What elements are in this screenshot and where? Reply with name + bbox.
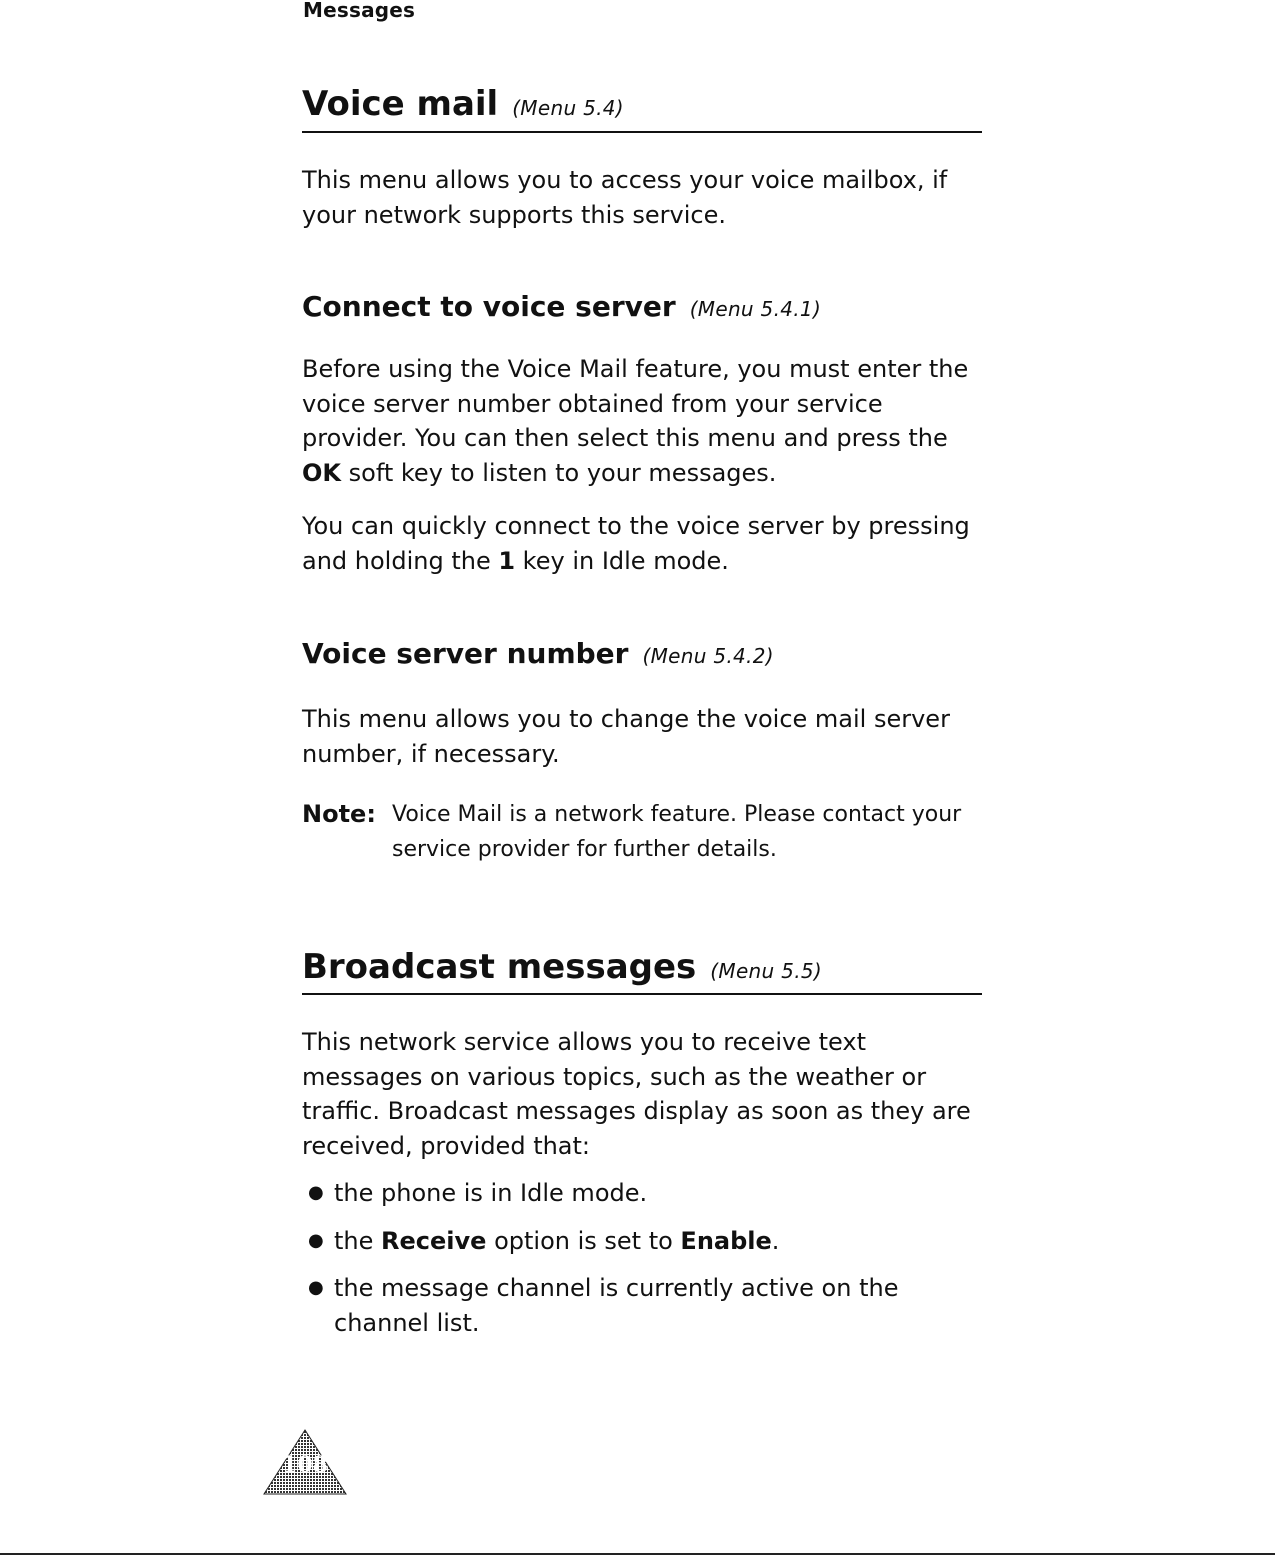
menu-reference: (Menu 5.4.2) (642, 644, 774, 668)
text-run: the phone is in Idle mode. (334, 1179, 648, 1207)
menu-reference: (Menu 5.4) (512, 96, 624, 120)
voice-server-description: This menu allows you to change the voice mail server number, if necessary. (302, 705, 950, 768)
broadcast-description: This network service allows you to receive text messages on various topics, such as the weather or traffic. Broadcast messages display as soon as they are received, provided that: (302, 1028, 971, 1160)
bullet-icon: ● (308, 1182, 324, 1203)
section-title: Voice mail (302, 84, 499, 124)
note-text: Voice Mail is a network feature. Please contact your service provider for further details. (392, 802, 962, 862)
subsection-heading-voice-server-number (302, 637, 982, 673)
bullet-icon: ● (308, 1277, 324, 1298)
section-heading-voice-mail (302, 84, 982, 128)
bullet-icon: ● (308, 1229, 324, 1251)
text-run: the message channel is currently active on the channel list. (334, 1274, 899, 1337)
conditions-list (302, 1176, 982, 1353)
text-run: the (334, 1226, 382, 1255)
text-run: You can quickly connect to the voice server by pressing and holding the (302, 512, 970, 575)
section-title: Broadcast messages (302, 947, 697, 987)
section-rule (302, 131, 982, 133)
connect-paragraph-1 (302, 352, 982, 490)
text-run: key in Idle mode. (515, 546, 729, 575)
enable-setting-label: Enable (680, 1226, 772, 1255)
subsection-title: Voice server number (302, 637, 629, 670)
menu-reference: (Menu 5.5) (710, 959, 822, 983)
receive-option-label: Receive (381, 1226, 487, 1255)
list-item (302, 1176, 982, 1211)
list-item (302, 1224, 982, 1259)
list-item (302, 1271, 982, 1340)
voice-mail-description: This menu allows you to access your voice mailbox, if your network supports this service. (302, 166, 948, 229)
note-label: Note: (302, 800, 376, 828)
ok-key-label: OK (302, 458, 341, 487)
text-run: soft key to listen to your messages. (341, 458, 777, 487)
subsection-title: Connect to voice server (302, 290, 676, 323)
running-head: Messages (303, 0, 416, 22)
subsection-heading-connect (302, 290, 982, 326)
connect-paragraph-2 (302, 509, 982, 578)
text-run: option is set to (486, 1226, 681, 1255)
menu-reference: (Menu 5.4.1) (689, 297, 822, 321)
note-block (302, 797, 982, 869)
page-bottom-border (0, 1553, 1275, 1555)
section-rule (302, 993, 982, 995)
page-number: 108 (282, 1452, 328, 1478)
text-run: . (771, 1226, 780, 1255)
text-run: Before using the Voice Mail feature, you must enter the voice server number obtained from your service provider. You can then select this menu and press the (302, 355, 969, 452)
key-1-label: 1 (498, 546, 516, 575)
section-heading-broadcast (302, 947, 982, 991)
